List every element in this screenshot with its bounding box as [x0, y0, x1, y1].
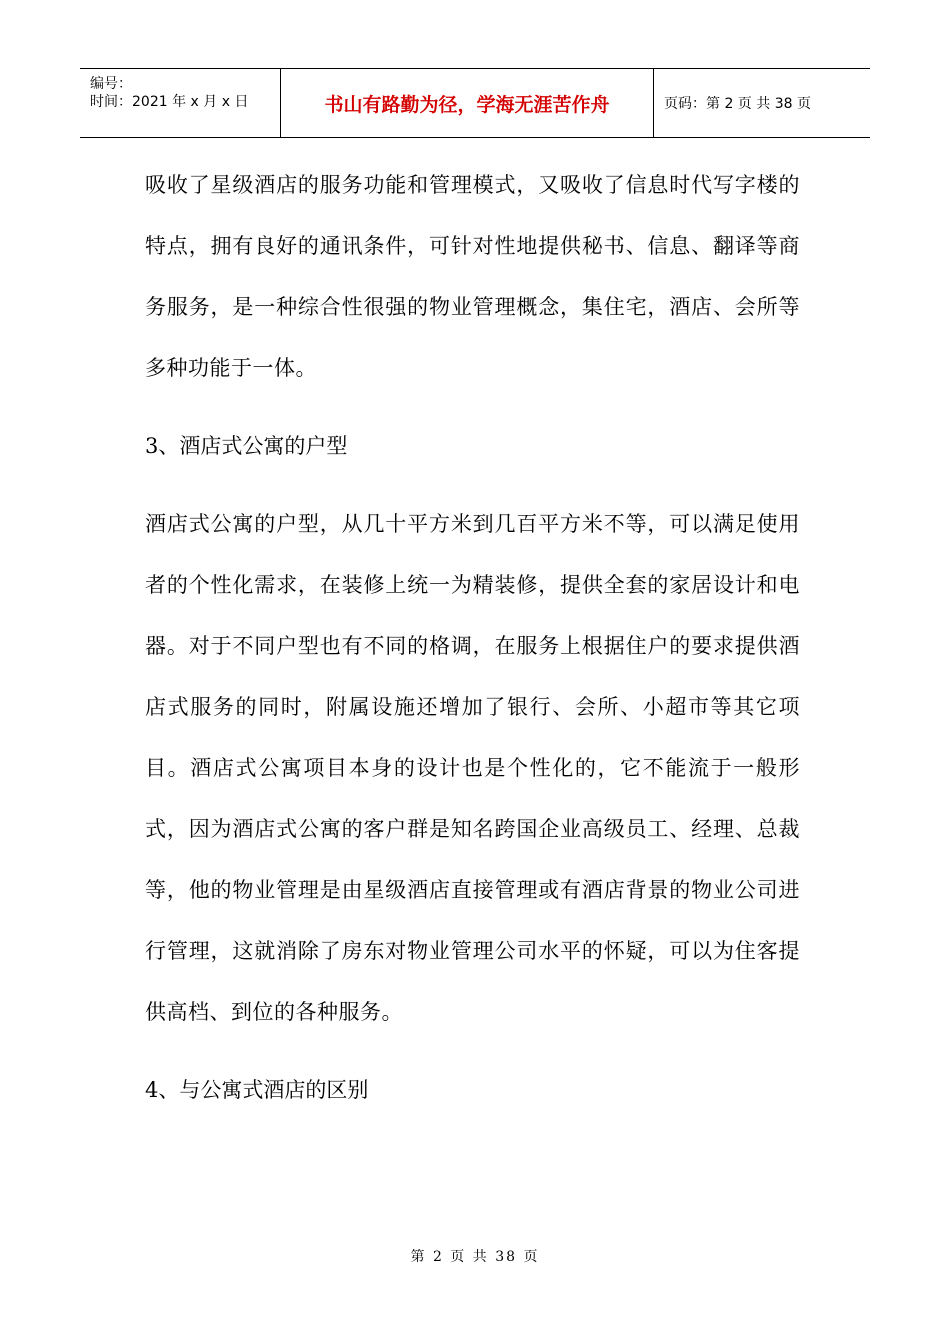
- body-paragraph: 吸收了星级酒店的服务功能和管理模式，又吸收了信息时代写字楼的特点，拥有良好的通讯条件，可针对性地提供秘书、信息、翻译等商务服务，是一种综合性很强的物业管理概念，集住宅，酒店、会所等多种功能于一体。: [145, 173, 800, 380]
- document-number-label: 编号：: [90, 76, 132, 92]
- document-date-label: 时间：2021 年 x 月 x 日: [90, 94, 249, 110]
- header-motto: 书山有路勤为径，学海无涯苦作舟: [324, 93, 610, 116]
- section-heading: 4、与公寓式酒店的区别: [145, 1078, 369, 1102]
- header-meta-cell: [80, 69, 281, 137]
- header-motto-cell: [281, 69, 654, 137]
- page-footer: [0, 1246, 950, 1266]
- document-header: [80, 68, 870, 138]
- section-heading: 3、酒店式公寓的户型: [145, 434, 348, 458]
- document-body: [145, 155, 800, 1121]
- footer-page-number: 第 2 页 共 38 页: [410, 1249, 540, 1265]
- header-page-cell: [654, 69, 870, 137]
- body-paragraph: 酒店式公寓的户型，从几十平方米到几百平方米不等，可以满足使用者的个性化需求，在装修上统一为精装修，提供全套的家居设计和电器。对于不同户型也有不同的格调，在服务上根据住户的要求提供酒店式服务的同时，附属设施还增加了银行、会所、小超市等其它项目。酒店式公寓项目本身的设计也是个性化的，它不能流于一般形式，因为酒店式公寓的客户群是知名跨国企业高级员工、经理、总裁等，他的物业管理是由星级酒店直接管理或有酒店背景的物业公司进行管理，这就消除了房东对物业管理公司水平的怀疑，可以为住客提供高档、到位的各种服务。: [145, 512, 800, 1024]
- header-page-info: 页码：第 2 页 共 38 页: [664, 96, 811, 112]
